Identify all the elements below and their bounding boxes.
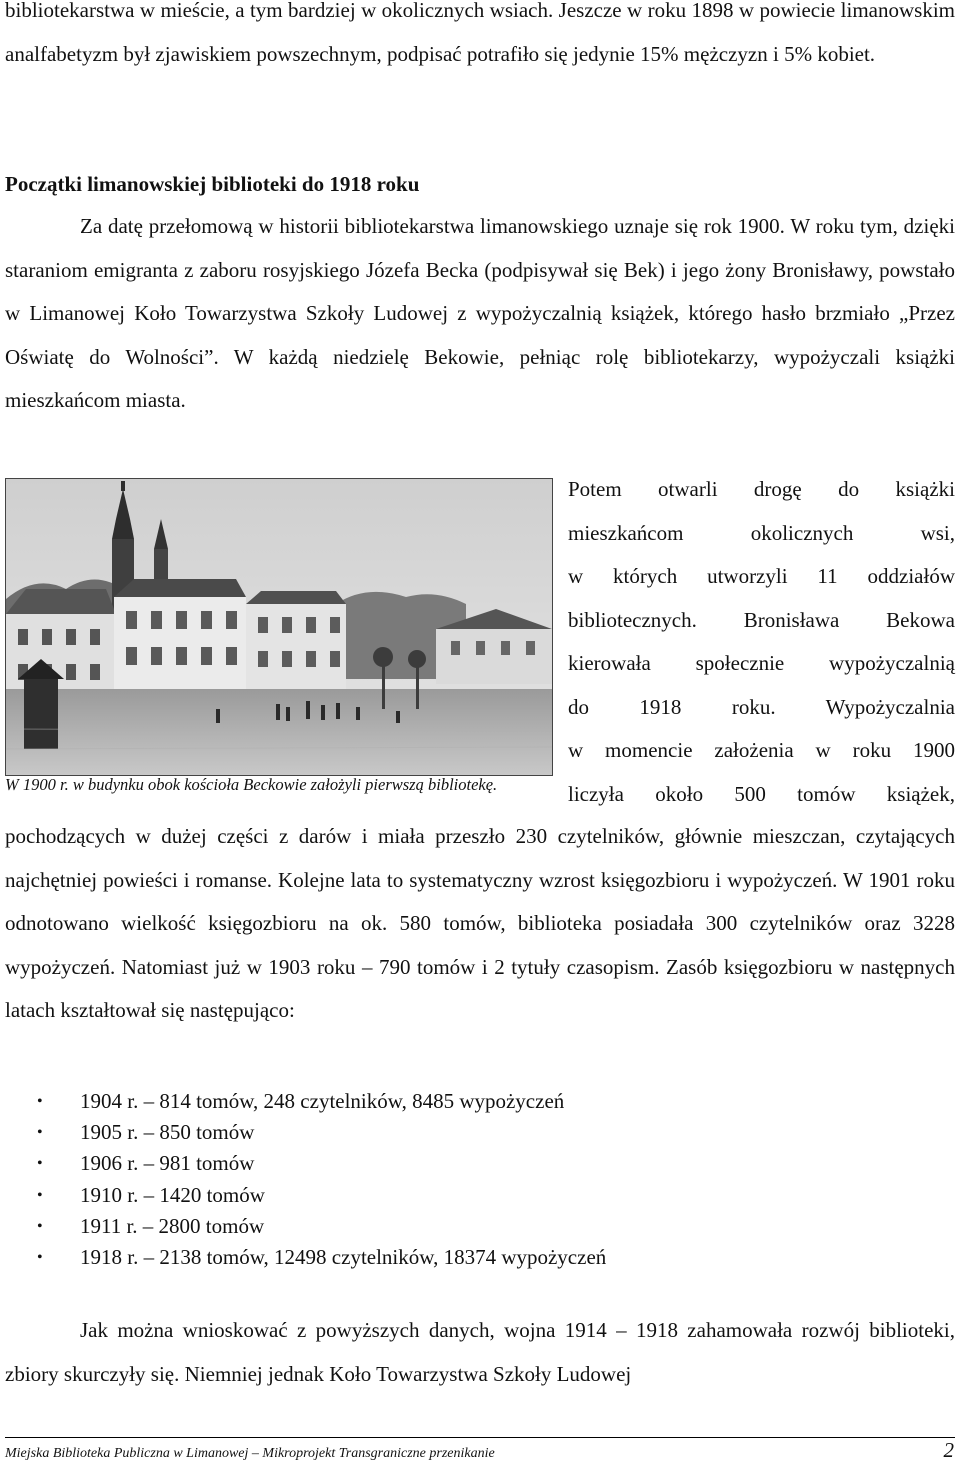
historic-photo: [5, 478, 553, 776]
photo-caption: W 1900 r. w budynku obok kościoła Beckowie założyli pierwszą bibliotekę.: [5, 775, 498, 794]
list-item: [0, 1211, 606, 1242]
side-paragraph-line: Potem otwarli drogę do książki: [568, 477, 955, 501]
library-origin-paragraph: Za datę przełomową w historii bibliotekarstwa limanowskiego uznaje się rok 1900. W roku tym, dzięki staraniom emigranta z zaboru rosyjskiego Józefa Becka (podpisywał się Bek) i jego żony Bronisławy, powstało w Limanowej Koło Towarzystwa Szkoły Ludowej z wypożyczalnią książek, którego hasło brzmiało „Przez Oświatę do Wolności”. W każdą niedzielę Bekowie, pełniąc rolę bibliotekarzy, wypożyczali książki mieszkańcom miasta.: [5, 214, 955, 412]
footer-text: Miejska Biblioteka Publiczna w Limanowej – Mikroprojekt Transgraniczne przenikanie: [5, 1446, 495, 1461]
list-item: [0, 1242, 606, 1273]
list-item-text: 1910 r. – 1420 tomów: [80, 1182, 265, 1207]
intro-paragraph: bibliotekarstwa w mieście, a tym bardziej w okolicznych wsiach. Jeszcze w roku 1898 w powiecie limanowskim analfabetyzm był zjawiskiem powszechnym, podpisać potrafiło się jedynie 15% mężczyzn i 5% kobiet.: [5, 0, 955, 66]
side-paragraph-line: do 1918 roku. Wypożyczalnia: [568, 694, 955, 719]
bullet-icon: •: [37, 1248, 43, 1266]
bullet-icon: •: [37, 1217, 43, 1235]
bullet-icon: •: [37, 1155, 43, 1173]
bullet-icon: •: [37, 1186, 43, 1204]
list-item-text: 1911 r. – 2800 tomów: [80, 1213, 265, 1238]
side-paragraph-line: liczyła około 500 tomów książek,: [568, 781, 955, 806]
conclusion-paragraph: Jak można wnioskować z powyższych danych, wojna 1914 – 1918 zahamowała rozwój biblioteki, zbiory skurczyły się. Niemniej jednak Koło Towarzystwa Szkoły Ludowej: [5, 1318, 955, 1386]
side-paragraph-line: kierowała społecznie wypożyczalnią: [568, 651, 955, 675]
side-paragraph-line: mieszkańcom okolicznych wsi,: [568, 520, 955, 545]
list-item-text: 1918 r. – 2138 tomów, 12498 czytelników, 18374 wypożyczeń: [80, 1244, 607, 1269]
historic-town-photo: [6, 479, 552, 775]
bullet-icon: •: [37, 1124, 43, 1142]
list-item-text: 1906 r. – 981 tomów: [80, 1151, 255, 1176]
list-item: [0, 1117, 606, 1148]
page-number: 2: [943, 1438, 954, 1462]
bullet-icon: •: [37, 1093, 43, 1110]
list-item-text: 1904 r. – 814 tomów, 248 czytelników, 8485 wypożyczeń: [80, 1089, 565, 1113]
footer-divider: [5, 1437, 955, 1438]
list-item: [0, 1180, 606, 1211]
list-item: [0, 1086, 606, 1117]
side-paragraph-line: w momencie założenia w roku 1900: [568, 738, 955, 762]
collection-stats-list: [0, 1086, 606, 1273]
collection-growth-paragraph: pochodzących w dużej części z darów i miała przeszło 230 czytelników, głównie mieszczan, czytających najchętniej powieści i romanse. Kolejne lata to systematyczny wzrost księgozbioru i wypożyczeń. W 1901 roku odnotowano wielkość księgozbioru na ok. 580 tomów, biblioteka posiadała 300 czytelników oraz 3228 wypożyczeń. Natomiast już w 1903 roku – 790 tomów i 2 tytuły czasopism. Zasób księgozbioru w następnych latach kształtował się następująco:: [5, 824, 955, 1022]
side-paragraph-line: w których utworzyli 11 oddziałów: [568, 564, 955, 588]
list-item-text: 1905 r. – 850 tomów: [80, 1120, 255, 1145]
side-paragraph-line: bibliotecznych. Bronisława Bekowa: [568, 607, 955, 632]
section-heading: Początki limanowskiej biblioteki do 1918 roku: [5, 172, 420, 196]
side-paragraph: [568, 468, 955, 816]
list-item: [0, 1148, 606, 1179]
